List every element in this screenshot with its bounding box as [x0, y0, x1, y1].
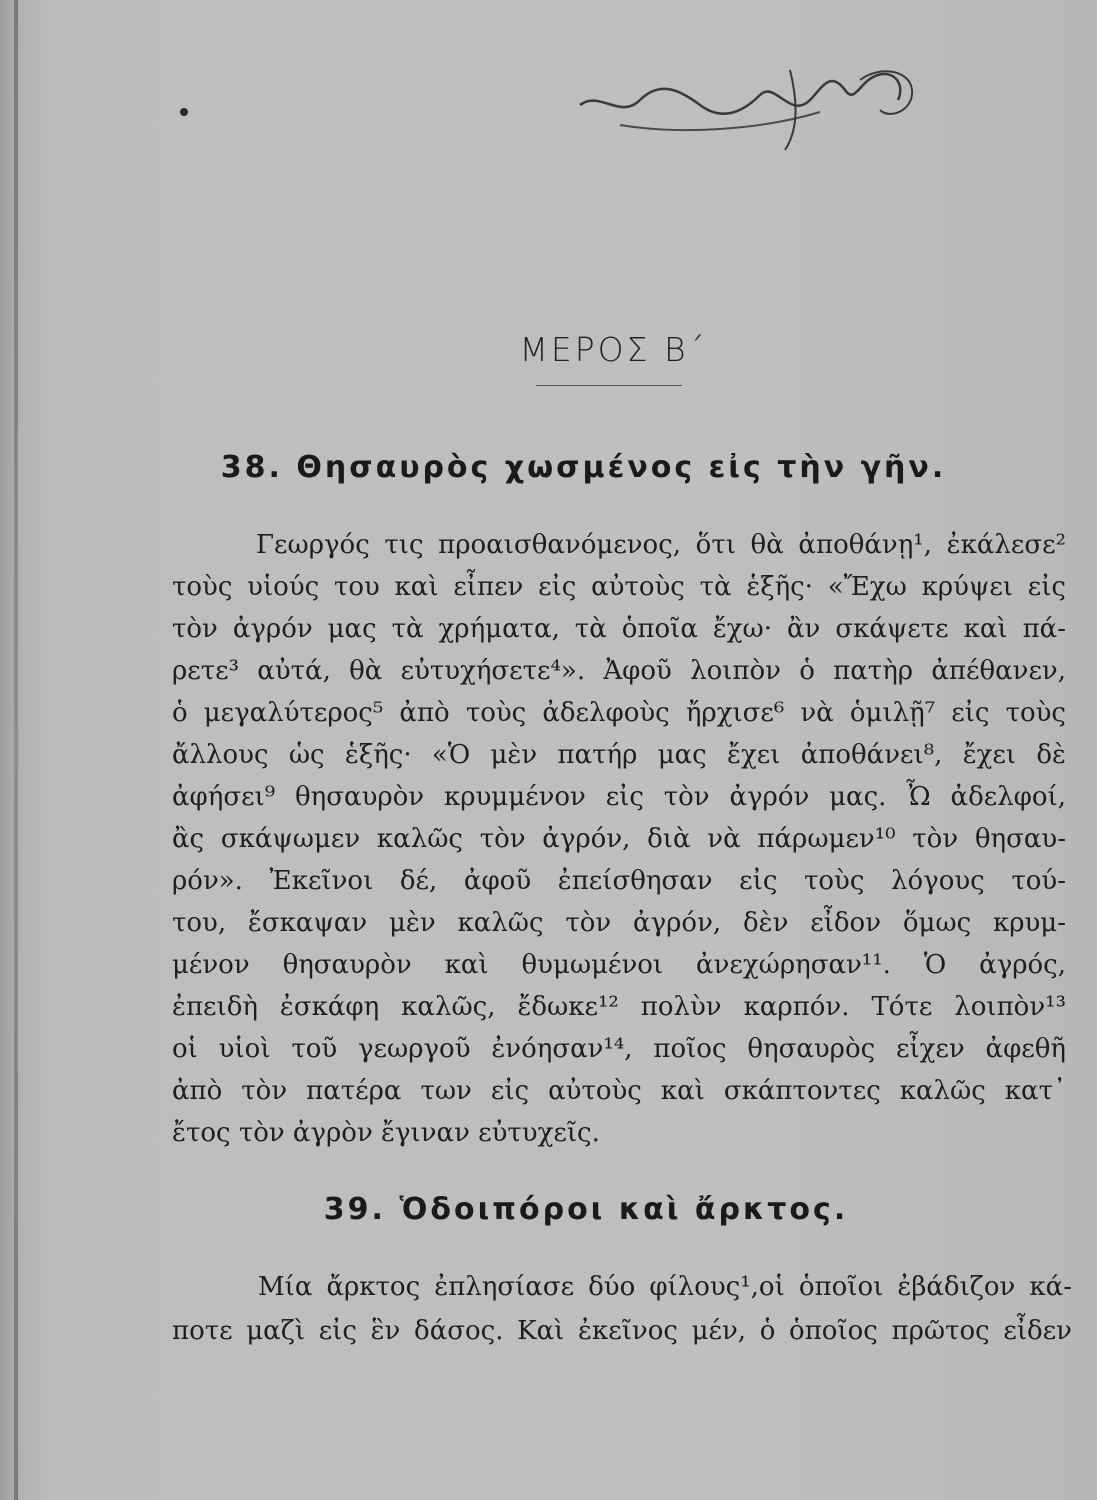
text-line: ἀπὸ τὸν πατέρα των εἰς αὐτοὺς καὶ σκάπτοντες καλῶς κατ᾽ — [172, 1076, 1066, 1106]
text-line: ὁ μεγαλύτερος⁵ ἀπὸ τοὺς ἀδελφοὺς ἤρχισε⁶ νὰ ὁμιλῇ⁷ εἰς τοὺς — [172, 698, 1066, 728]
text-line: ἄλλους ὡς ἑξῆς· «Ὁ μὲν πατήρ μας ἔχει ἀποθάνει⁸, ἔχει δὲ — [172, 740, 1066, 770]
text-line: ἀφήσει⁹ θησαυρὸν κρυμμένον εἰς τὸν ἀγρόν μας. Ὦ ἀδελφοί, — [172, 782, 1066, 812]
ink-dot — [180, 108, 188, 116]
text-line: ἔτος τὸν ἀγρὸν ἔγιναν εὐτυχεῖς. — [172, 1118, 600, 1148]
text-line: του, ἔσκαψαν μὲν καλῶς τὸν ἀγρόν, δὲν εἶδον ὅμως κρυμ- — [172, 908, 1066, 938]
text-line: Μία ἄρκτος ἐπλησίασε δύο φίλους¹,οἱ ὁποῖοι ἐβάδιζον κά- — [258, 1272, 1072, 1302]
text-line: τὸν ἀγρόν μας τὰ χρήματα, τὰ ὁποῖα ἔχω· ἂν σκάψετε καὶ πά- — [172, 614, 1066, 644]
title-divider — [536, 385, 682, 386]
page-binding-edge — [14, 0, 18, 1500]
section-heading-39: 39. Ὁδοιπόροι καὶ ἄρκτος. — [323, 1192, 849, 1227]
section-heading-38: 38. Θησαυρὸς χωσμένος εἰς τὴν γῆν. — [220, 450, 947, 485]
text-line: Γεωργός τις προαισθανόμενος, ὅτι θὰ ἀποθάνῃ¹, ἐκάλεσε² — [256, 530, 1066, 560]
text-line: οἱ υἱοὶ τοῦ γεωργοῦ ἐνόησαν¹⁴, ποῖος θησαυρὸς εἶχεν ἀφεθῆ — [172, 1034, 1066, 1064]
text-line: ρετε³ αὐτά, θὰ εὐτυχήσετε⁴». Ἀφοῦ λοιπὸν ὁ πατὴρ ἀπέθανεν, — [172, 656, 1066, 686]
text-line: τοὺς υἱούς του καὶ εἶπεν εἰς αὐτοὺς τὰ ἑξῆς· «Ἔχω κρύψει εἰς — [172, 572, 1066, 602]
text-line: ἂς σκάψωμεν καλῶς τὸν ἀγρόν, διὰ νὰ πάρωμεν¹⁰ τὸν θησαυ- — [172, 824, 1066, 854]
text-line: μένον θησαυρὸν καὶ θυμωμένοι ἀνεχώρησαν¹¹. Ὁ ἀγρός, — [172, 950, 1066, 980]
part-title: ΜΕΡΟΣ Β΄ — [519, 330, 708, 369]
text-line: ρόν». Ἐκεῖνοι δέ, ἀφοῦ ἐπείσθησαν εἰς τοὺς λόγους τού- — [172, 866, 1066, 896]
text-line: ἐπειδὴ ἐσκάφη καλῶς, ἔδωκε¹² πολὺν καρπόν. Τότε λοιπὸν¹³ — [172, 992, 1066, 1022]
handwritten-signature — [560, 50, 930, 160]
text-line: ποτε μαζὶ εἰς ἓν δάσος. Καὶ ἐκεῖνος μέν, ὁ ὁποῖος πρῶτος εἶδεν — [172, 1316, 1072, 1346]
